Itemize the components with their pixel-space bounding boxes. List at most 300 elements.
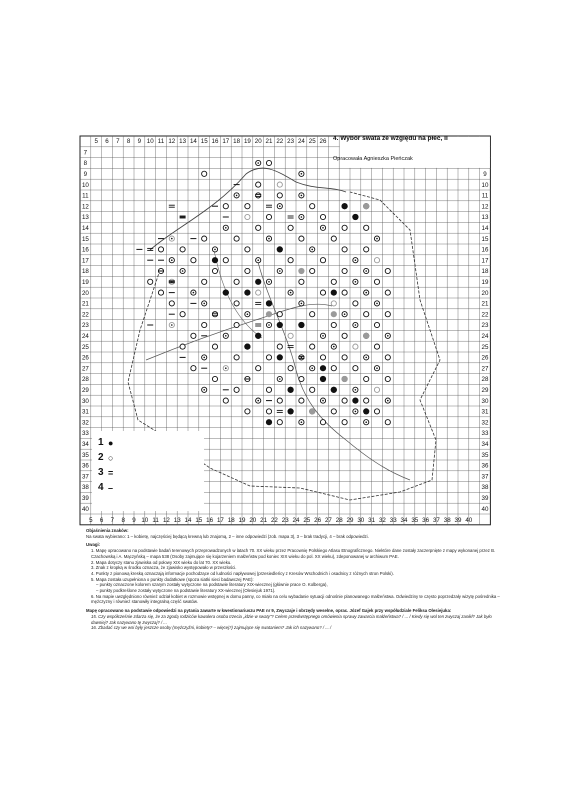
col-label: 11: [157, 138, 165, 145]
open-circle-icon: [256, 193, 261, 198]
row-label: 8: [83, 160, 88, 168]
row-label: 27: [481, 365, 489, 373]
col-label: 21: [265, 138, 273, 145]
open-circle-icon: [202, 171, 207, 176]
col-label: 39: [454, 516, 462, 524]
row-label: 34: [81, 440, 89, 448]
row-label: 36: [81, 462, 89, 470]
col-label: 7: [110, 516, 115, 524]
inner-dot-icon: [333, 346, 335, 348]
col-label: 5: [89, 516, 93, 524]
legend-num: 3: [98, 467, 104, 478]
open-circle-icon: [277, 193, 282, 198]
map-title: 4. Wybór swata ze względu na płeć, II: [333, 135, 448, 142]
open-circle-icon: [353, 366, 358, 371]
question: 16. Zbadać czy we wsi były jeszcze osoby (mężczyźni, kobiety? – więcej?) zajmujące się swataniem? Jak ich nazywano? / ... /: [91, 625, 332, 631]
row-label: 34: [481, 440, 489, 448]
row-label: 16: [81, 246, 89, 254]
row-label: 10: [481, 181, 489, 189]
open-circle-icon: [202, 236, 207, 241]
open-circle-icon: [310, 268, 315, 273]
col-label: 10: [141, 516, 149, 524]
inner-dot-icon: [311, 249, 313, 251]
inner-dot-icon: [268, 238, 270, 240]
open-circle-icon: [374, 344, 379, 349]
col-label: 14: [184, 516, 192, 524]
col-label: 17: [222, 138, 230, 145]
open-circle-icon: [342, 268, 347, 273]
open-circle-icon: [310, 312, 315, 317]
col-label: 13: [179, 138, 187, 145]
open-circle-icon: [277, 312, 282, 317]
open-circle-icon: [277, 344, 282, 349]
inner-dot-icon: [355, 411, 357, 413]
col-label: 14: [189, 138, 197, 145]
inner-dot-icon: [355, 259, 357, 261]
inner-dot-icon: [301, 195, 303, 197]
inner-dot-icon: [257, 259, 259, 261]
row-label: 25: [481, 343, 489, 351]
inner-dot-icon: [322, 335, 324, 337]
legend-num: 1: [98, 437, 104, 448]
open-circle-icon: [342, 225, 347, 230]
row-label: 31: [81, 408, 89, 416]
open-circle-icon: [342, 333, 347, 338]
row-label: 21: [81, 300, 89, 308]
open-circle-icon: [223, 398, 228, 403]
row-label: 7: [83, 149, 88, 157]
inner-dot-icon: [301, 421, 303, 423]
inner-dot-icon: [365, 292, 367, 294]
remark: – punkty podkreślone zostały wytyczone na podstawie literatury XX-wiecznej (Olesiejuk 1971).: [96, 588, 276, 594]
col-label: 26: [319, 138, 327, 145]
row-label: 12: [481, 203, 489, 211]
open-circle-icon: [385, 376, 390, 381]
open-circle-icon: [342, 398, 347, 403]
row-label: 31: [481, 408, 489, 416]
row-label: 18: [81, 268, 89, 276]
row-label: 15: [81, 235, 89, 243]
inner-dot-icon: [203, 357, 205, 359]
open-circle-icon: [180, 344, 185, 349]
open-circle-icon: [266, 160, 271, 165]
open-circle-icon: [320, 355, 325, 360]
row-label: 28: [81, 376, 89, 384]
row-label: 17: [481, 257, 489, 265]
col-label: 17: [216, 516, 224, 524]
open-circle-icon: [234, 279, 239, 284]
col-label: 28: [335, 516, 343, 524]
col-label: 9: [132, 516, 136, 524]
open-circle-icon: [310, 344, 315, 349]
open-circle-icon: [277, 182, 282, 187]
col-label: 34: [400, 516, 408, 524]
col-label: 6: [99, 516, 104, 524]
black-dot-icon: [320, 376, 326, 382]
open-circle-icon: [245, 247, 250, 252]
inner-dot-icon: [279, 270, 281, 272]
col-label: 7: [116, 138, 120, 145]
open-circle-icon: [320, 420, 325, 425]
inner-dot-icon: [182, 270, 184, 272]
col-label: 24: [297, 138, 305, 145]
open-circle-icon: [266, 355, 271, 360]
open-circle-icon: [353, 301, 358, 306]
open-circle-icon: [234, 322, 239, 327]
col-label: 19: [243, 138, 251, 145]
inner-dot-icon: [236, 195, 238, 197]
open-circle-icon: [364, 225, 369, 230]
row-label: 20: [481, 289, 489, 297]
col-label: 15: [195, 516, 203, 524]
open-circle-icon: [320, 214, 325, 219]
black-dot-icon: [244, 290, 250, 296]
open-circle-icon: [245, 409, 250, 414]
open-circle-icon: [180, 247, 185, 252]
row-label: 17: [81, 257, 89, 265]
open-circle-icon: [266, 409, 271, 414]
inner-dot-icon: [376, 303, 378, 305]
col-label: 24: [292, 516, 300, 524]
open-circle-icon: [169, 301, 174, 306]
col-label: 26: [314, 516, 322, 524]
open-circle-icon: [277, 420, 282, 425]
open-circle-icon: [299, 376, 304, 381]
open-circle-icon: [385, 312, 390, 317]
row-label: 37: [481, 473, 489, 481]
row-label: 26: [81, 354, 89, 362]
black-dot-icon: [363, 408, 369, 414]
inner-dot-icon: [387, 400, 389, 402]
open-circle-icon: [212, 268, 217, 273]
open-circle-icon: [288, 225, 293, 230]
open-circle-icon: [385, 355, 390, 360]
open-circle-icon: [234, 236, 239, 241]
row-label: 35: [481, 451, 489, 459]
open-circle-icon: [364, 398, 369, 403]
inner-dot-icon: [344, 313, 346, 315]
row-label: 28: [481, 376, 489, 384]
open-circle-icon: [299, 279, 304, 284]
open-circle-icon: [245, 214, 250, 219]
inner-dot-icon: [311, 367, 313, 369]
question-heading: Mapę opracowano na podstawie odpowiedzi na pytania zawarte w kwestionariuszu PAE nr 9, Zwyczaje i obrzędy weselne, oprac. Józef Gajek przy współudziale Feliksa Olesiejuka:: [86, 608, 452, 614]
legend-item-3: [98, 467, 113, 478]
col-label: 12: [168, 138, 176, 145]
col-label: 10: [146, 138, 154, 145]
black-dot-icon: [255, 279, 261, 285]
open-circle-icon: [342, 247, 347, 252]
row-label: 40: [481, 505, 489, 513]
inner-dot-icon: [365, 357, 367, 359]
open-circle-icon: [385, 420, 390, 425]
legend-item-2: [98, 452, 113, 463]
legend-text: Na swata wybierano: 1 – kobietę, najczęściej będącą krewną lub znajomą, 2 – inne odpowiedzi (zob. mapa 3), 3 – brak tradycji, 4 – brak odpowiedzi.: [86, 533, 369, 539]
inner-dot-icon: [268, 324, 270, 326]
inner-dot-icon: [301, 173, 303, 175]
open-circle-icon: [331, 322, 336, 327]
row-label: 10: [81, 181, 89, 189]
open-circle-icon: [331, 236, 336, 241]
open-circle-icon: [191, 366, 196, 371]
row-label: 14: [81, 224, 89, 232]
row-label: 23: [81, 322, 89, 330]
legend-num: 4: [98, 482, 104, 493]
open-circle-icon: [245, 268, 250, 273]
open-circle-icon: [374, 322, 379, 327]
remark: 5. Mapa została uzupełniona o punkty dodatkowe (spoza siatki sieci badawczej PAE):: [91, 576, 254, 582]
open-circle-icon: [212, 312, 217, 317]
row-label: 33: [81, 430, 89, 438]
inner-dot-icon: [225, 367, 227, 369]
inner-dot-icon: [203, 303, 205, 305]
open-circle-icon: [288, 258, 293, 263]
inner-dot-icon: [193, 292, 195, 294]
inner-dot-icon: [279, 205, 281, 207]
open-circle-icon: [158, 290, 163, 295]
open-circle-icon: [223, 204, 228, 209]
open-circle-icon: [256, 366, 261, 371]
remark: 3. Znak z kropką w środku oznacza, że zjawisko występowało w przeszłości.: [91, 565, 237, 571]
col-label: 16: [206, 516, 214, 524]
inner-dot-icon: [203, 389, 205, 391]
inner-dot-icon: [355, 281, 357, 283]
row-label: 38: [81, 484, 89, 492]
col-label: 31: [368, 516, 376, 524]
legend-num: 2: [98, 452, 104, 463]
inner-dot-icon: [279, 378, 281, 380]
map-author: Opracowała Agnieszka Pieńczak: [333, 156, 413, 162]
inner-dot-icon: [376, 238, 378, 240]
inner-dot-icon: [290, 292, 292, 294]
col-label: 35: [411, 516, 419, 524]
col-label: 23: [287, 138, 295, 145]
open-circle-icon: [277, 398, 282, 403]
black-dot-icon: [277, 354, 283, 360]
open-circle-icon: [310, 387, 315, 392]
col-label: 8: [126, 138, 131, 145]
row-label: 29: [481, 386, 489, 394]
col-label: 9: [137, 138, 142, 145]
row-label: 13: [481, 214, 489, 222]
inner-dot-icon: [355, 389, 357, 391]
col-label: 38: [443, 516, 451, 524]
col-label: 5: [94, 138, 98, 145]
remark: – punkty oznaczone kolorem szarym zostały wytyczone na podstawie literatury XIX-wiecznej (głównie prace O. Kolberga),: [96, 582, 328, 588]
question: 15. Czy współcześnie zdarza się, że za zgodą rodziców kawalera osoba trzecia „idzie w swaty”? Celem przedwstępnego omówienia sprawy zawarcia małżeństwa? / ... / Kiedy się wol ten zwyczaj zanikł? Jak było dawniej? Jak nazywano tę zwyczaj? / ...: [91, 613, 492, 625]
black-dot-icon: [288, 408, 294, 414]
open-circle-icon: [374, 279, 379, 284]
inner-dot-icon: [376, 367, 378, 369]
col-label: 15: [200, 138, 208, 145]
col-label: 32: [378, 516, 386, 524]
black-dot-icon: [342, 203, 348, 209]
open-circle-icon: [234, 301, 239, 306]
legend-item-1: [98, 437, 113, 448]
row-label: 32: [481, 419, 489, 427]
row-label: 22: [81, 311, 89, 319]
inner-dot-icon: [301, 216, 303, 218]
open-circle-icon: [234, 387, 239, 392]
row-label: 33: [481, 430, 489, 438]
black-dot-icon: [277, 246, 283, 252]
row-label: 21: [481, 300, 489, 308]
open-circle-icon: [320, 290, 325, 295]
black-dot-icon: [331, 311, 337, 317]
open-circle-icon: [288, 333, 293, 338]
legend-item-4: [98, 482, 113, 493]
open-circle-icon: [191, 258, 196, 263]
inner-dot-icon: [365, 421, 367, 423]
black-dot-icon: [363, 333, 369, 339]
col-label: 11: [152, 516, 159, 524]
col-label: 33: [389, 516, 397, 524]
row-label: 40: [81, 505, 89, 513]
black-dot-icon: [223, 290, 229, 296]
open-circle-icon: [331, 279, 336, 284]
single-bar-icon: –: [108, 482, 114, 493]
remark: 1. Mapę opracowano na podstawie badań terenowych przeprowadzonych w latach 70. XX wieku przez Pracownię Polskiego Atlasu Etnograficznego. Niektóre dane zostały zaczerpnięte z mapy wykonanej przez B. Czachowską i A. Mączyńską – mapa 538 (Osoby zajmujące się kojarzeniem małżeństw pod koniec XIX wieku do pol. XX wieku), zdeponowanej w archiwum PAE.: [91, 548, 496, 559]
row-label: 24: [481, 332, 489, 340]
inner-dot-icon: [322, 227, 324, 229]
legend-heading: Objaśnienia znaków:: [86, 528, 129, 533]
row-label: 35: [81, 451, 89, 459]
black-dot-icon: [331, 387, 337, 393]
black-dot-icon: [352, 214, 358, 220]
open-circle-icon: [212, 376, 217, 381]
inner-dot-icon: [171, 324, 173, 326]
black-dot-icon: [277, 322, 283, 328]
inner-dot-icon: [171, 259, 173, 261]
col-label: 36: [422, 516, 430, 524]
col-label: 18: [233, 138, 241, 145]
row-label: 14: [481, 224, 489, 232]
col-label: 19: [238, 516, 246, 524]
row-label: 16: [481, 246, 489, 254]
open-circle-icon: [374, 409, 379, 414]
open-circle-icon: [331, 301, 336, 306]
inner-dot-icon: [387, 335, 389, 337]
inner-dot-icon: [225, 335, 227, 337]
open-circle-icon: [234, 355, 239, 360]
remark: 2. Mapa dotyczy stanu zjawiska od połowy XIX wieku do lat 70. XX wieku.: [91, 559, 232, 565]
open-circle-icon: [299, 398, 304, 403]
inner-dot-icon: [301, 303, 303, 305]
inner-dot-icon: [225, 227, 227, 229]
col-label: 13: [173, 516, 181, 524]
double-bar-icon: =: [108, 467, 114, 478]
remark: 4. Punkty z pionową kreską oznaczają informacje pochodzące od ludności napływowej (przesiedleńcy z Kresów Wschodnich i osadnicy z różnych stron Polski).: [91, 570, 394, 576]
row-label: 29: [81, 386, 89, 394]
remarks-heading: Uwagi:: [86, 542, 101, 548]
inner-dot-icon: [171, 238, 173, 240]
open-circle-icon: [331, 366, 336, 371]
row-label: 39: [481, 494, 489, 502]
open-circle-icon: [180, 312, 185, 317]
open-circle-icon: [256, 225, 261, 230]
row-label: 19: [481, 278, 489, 286]
row-label: 30: [81, 397, 89, 405]
open-circle-icon: [353, 344, 358, 349]
row-label: 15: [481, 235, 489, 243]
open-circle-icon: [191, 333, 196, 338]
col-label: 25: [308, 138, 316, 145]
row-label: 23: [481, 322, 489, 330]
col-label: 27: [324, 516, 332, 524]
row-label: 20: [81, 289, 89, 297]
open-circle-icon: [256, 290, 261, 295]
open-circle-icon: [148, 279, 153, 284]
black-dot-icon: [342, 376, 348, 382]
col-label: 23: [281, 516, 289, 524]
open-circle-icon: [364, 312, 369, 317]
row-label: 39: [81, 494, 89, 502]
black-dot-icon: [352, 398, 358, 404]
row-label: 18: [481, 268, 489, 276]
open-circle-icon: [385, 290, 390, 295]
open-circle-icon: [202, 322, 207, 327]
black-dot-icon: [244, 344, 250, 350]
open-circle-icon: [364, 376, 369, 381]
col-label: 37: [432, 516, 440, 524]
black-dot-icon: [309, 408, 315, 414]
inner-dot-icon: [355, 324, 357, 326]
open-circle-icon: [342, 290, 347, 295]
row-label: 38: [481, 484, 489, 492]
black-dot-icon: [212, 257, 218, 263]
col-label: 16: [211, 138, 219, 145]
open-circle-icon: [385, 268, 390, 273]
open-circle-icon: [202, 279, 207, 284]
black-dot-icon: [298, 268, 304, 274]
col-label: 22: [270, 516, 278, 524]
black-dot-icon: [363, 203, 369, 209]
row-label: 27: [81, 365, 89, 373]
open-circle-icon: [374, 387, 379, 392]
open-circle-icon: [299, 236, 304, 241]
row-label: 37: [81, 473, 89, 481]
row-label: 9: [83, 170, 88, 178]
row-label: 36: [481, 462, 489, 470]
col-label: 30: [357, 516, 365, 524]
col-label: 8: [121, 516, 125, 524]
legend: [92, 431, 204, 511]
remark: 6. Na mapie uwzględniono również odział kobiet w rozmowie wstępnej w domu panny, co miało na celu wybadanie sytuacji odnośnie planowanego małżeństwa. Odwiedziny te często poprzedzały wizytę pośrednika – mężczyzny i również stanowiły integralną część swatów.: [91, 593, 500, 605]
row-label: 32: [81, 419, 89, 427]
inner-dot-icon: [268, 281, 270, 283]
col-label: 6: [105, 138, 109, 145]
river-line: [146, 304, 332, 360]
inner-dot-icon: [257, 400, 259, 402]
inner-dot-icon: [247, 313, 249, 315]
row-label: 25: [81, 343, 89, 351]
row-label: 24: [81, 332, 89, 340]
row-label: 13: [81, 214, 89, 222]
open-circle-icon: [320, 258, 325, 263]
col-label: 18: [227, 516, 235, 524]
inner-dot-icon: [322, 400, 324, 402]
row-label: 9: [483, 170, 487, 178]
notes-section: [86, 528, 500, 631]
open-circle-icon: ○: [108, 452, 114, 463]
black-dot-icon: ●: [108, 437, 114, 448]
row-label: 11: [481, 192, 489, 200]
open-circle-icon: [158, 247, 163, 252]
black-dot-icon: [320, 365, 326, 371]
col-label: 25: [303, 516, 311, 524]
col-label: 22: [276, 138, 284, 145]
open-circle-icon: [342, 355, 347, 360]
